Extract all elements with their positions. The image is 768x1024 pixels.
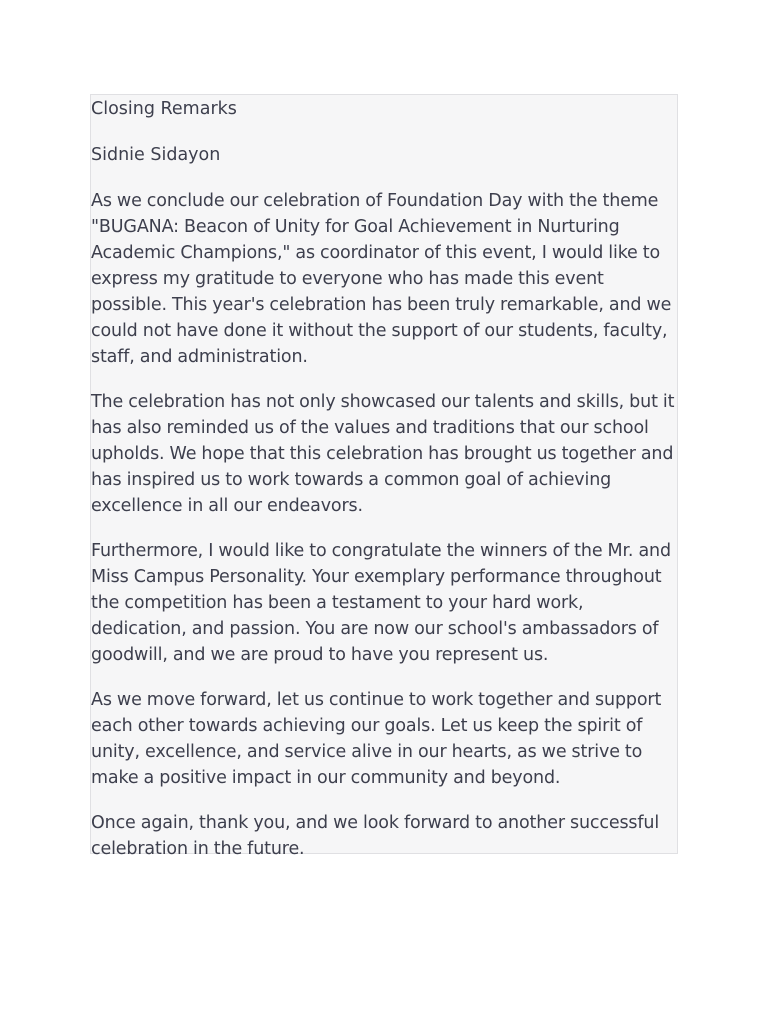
document-text-box	[90, 94, 678, 859]
paragraph-5: Once again, thank you, and we look forward to another successful celebration in the future.	[91, 813, 660, 859]
document-title: Closing Remarks	[91, 99, 237, 119]
paragraph-1: As we conclude our celebration of Foundation Day with the theme "BUGANA: Beacon of Unity for Goal Achievement in Nurturing Academic Champions," as coordinator of this event, I would like to express my gratitude to everyone who has made this event possible. This year's celebration has been truly remarkable, and we could not have done it without the support of our students, faculty, staff, and administration.	[91, 191, 672, 367]
document-author: Sidnie Sidayon	[91, 145, 221, 165]
paragraph-3: Furthermore, I would like to congratulate the winners of the Mr. and Miss Campus Personality. Your exemplary performance throughout the competition has been a testament to your hard work, dedication, and passion. You are now our school's ambassadors of goodwill, and we are proud to have you represent us.	[91, 541, 671, 665]
paragraph-4: As we move forward, let us continue to work together and support each other towards achieving our goals. Let us keep the spirit of unity, excellence, and service alive in our hearts, as we strive to make a positive impact in our community and beyond.	[91, 690, 662, 788]
paragraph-2: The celebration has not only showcased our talents and skills, but it has also reminded us of the values and traditions that our school upholds. We hope that this celebration has brought us together and has inspired us to work towards a common goal of achieving excellence in all our endeavors.	[91, 392, 675, 516]
